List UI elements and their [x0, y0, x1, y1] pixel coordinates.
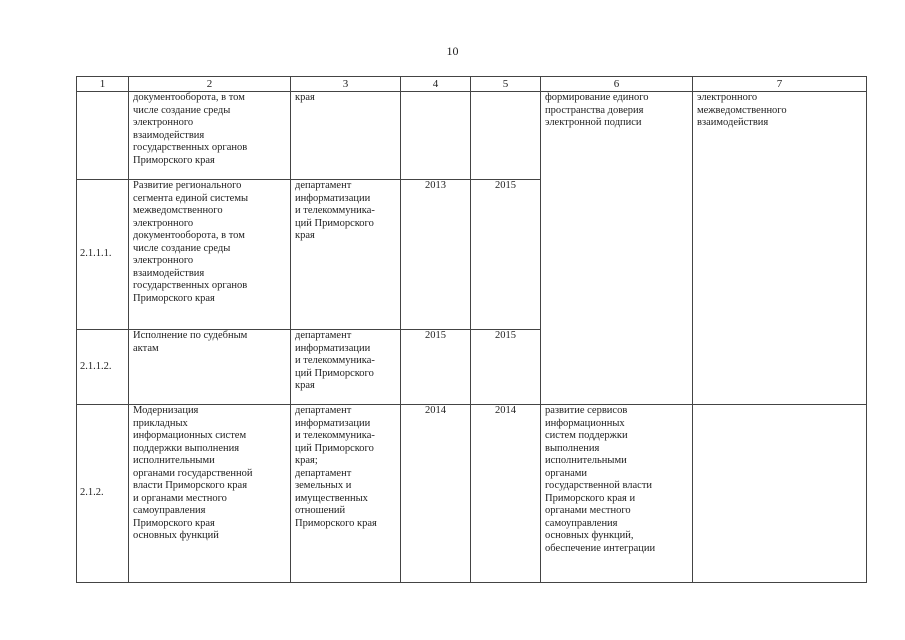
start-year: 2015	[401, 330, 471, 405]
end-year	[471, 92, 541, 180]
event-name: Развитие регионального сегмента единой системы межведомственного электронного документооборота, в том числе создание среды электронного взаимодействия государственных органов Приморского края	[129, 180, 291, 330]
header-row	[77, 77, 867, 92]
indicator-link: электронного межведомственного взаимодействия	[693, 92, 867, 405]
header-col-4: 4	[401, 77, 471, 92]
row-number: 2.1.2.	[77, 405, 129, 583]
header-col-5: 5	[471, 77, 541, 92]
program-table	[76, 76, 867, 583]
expected-result: развитие сервисов информационных систем поддержки выполнения исполнительными органами государственной власти Приморского края и органами местного самоуправления основных функций, обеспечение интеграции	[541, 405, 693, 583]
end-year: 2015	[471, 180, 541, 330]
page-number: 10	[446, 44, 459, 58]
header-col-1: 1	[77, 77, 129, 92]
executor: департамент информатизации и телекоммуника- ций Приморского края; департамент земельных и имущественных отношений Приморского края	[291, 405, 401, 583]
table-row	[77, 405, 867, 583]
end-year: 2015	[471, 330, 541, 405]
row-number: 2.1.1.1.	[77, 180, 129, 330]
header-col-3: 3	[291, 77, 401, 92]
header-col-2: 2	[129, 77, 291, 92]
event-name: Модернизация прикладных информационных систем поддержки выполнения исполнительными органами государственной власти Приморского края и органами местного самоуправления Приморского края основных функций	[129, 405, 291, 583]
header-col-6: 6	[541, 77, 693, 92]
event-name: документооборота, в том числе создание среды электронного взаимодействия государственных органов Приморского края	[129, 92, 291, 180]
start-year	[401, 92, 471, 180]
end-year: 2014	[471, 405, 541, 583]
header-col-7: 7	[693, 77, 867, 92]
row-number	[77, 92, 129, 180]
expected-result: формирование единого пространства доверия электронной подписи	[541, 92, 693, 405]
indicator-link	[693, 405, 867, 583]
start-year: 2013	[401, 180, 471, 330]
event-name: Исполнение по судебным актам	[129, 330, 291, 405]
executor: департамент информатизации и телекоммуника- ций Приморского края	[291, 330, 401, 405]
executor: департамент информатизации и телекоммуника- ций Приморского края	[291, 180, 401, 330]
row-number: 2.1.1.2.	[77, 330, 129, 405]
executor: края	[291, 92, 401, 180]
start-year: 2014	[401, 405, 471, 583]
table-row	[77, 92, 867, 180]
